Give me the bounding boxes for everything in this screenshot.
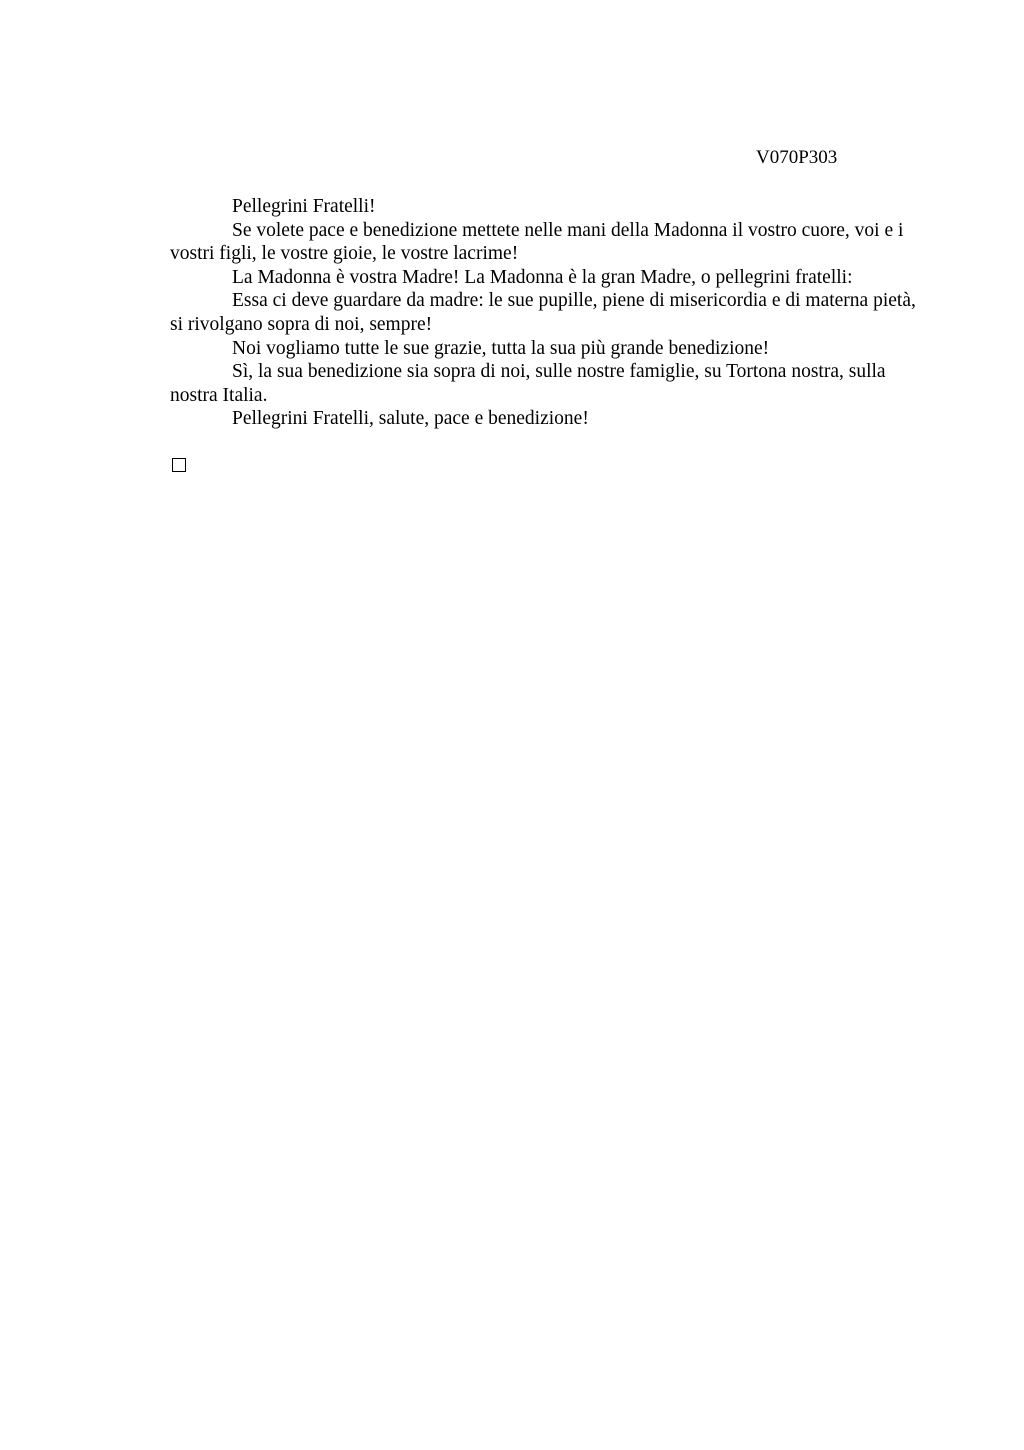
paragraph-6: Sì, la sua benedizione sia sopra di noi, sulle nostre famiglie, su Tortona nostra, sulla nostra Italia. (170, 361, 886, 406)
paragraph-1: Pellegrini Fratelli! (232, 196, 376, 217)
empty-square-icon (172, 458, 186, 472)
paragraph-7: Pellegrini Fratelli, salute, pace e benedizione! (232, 408, 589, 430)
paragraph-5: Noi vogliamo tutte le sue grazie, tutta la sua più grande benedizione! (232, 337, 770, 359)
document-id: V070P303 (756, 147, 838, 168)
paragraph-2: Se volete pace e benedizione mettete nelle mani della Madonna il vostro cuore, voi e i vostri figli, le vostre gioie, le vostre lacrime! (170, 219, 904, 265)
paragraph-4: Essa ci deve guardare da madre: le sue pupille, piene di misericordia e di materna pietà, si rivolgano sopra di noi, sempre! (170, 290, 916, 335)
document-body (170, 195, 930, 431)
paragraph-3: La Madonna è vostra Madre! La Madonna è la gran Madre, o pellegrini fratelli: (232, 266, 853, 288)
